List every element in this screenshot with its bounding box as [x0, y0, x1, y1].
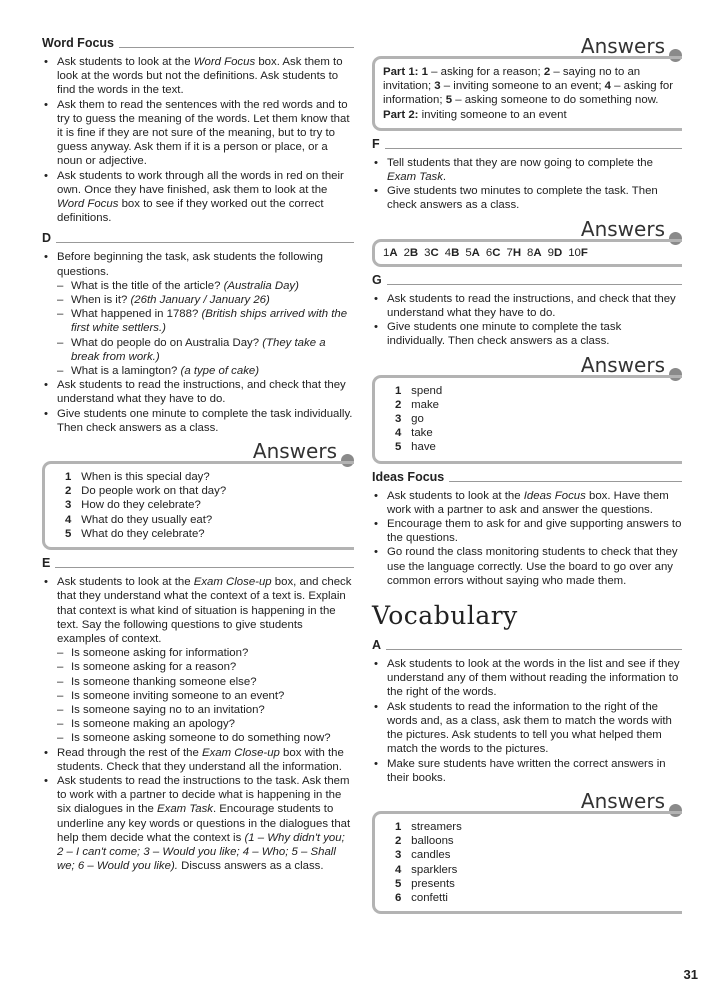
answer-item	[65, 513, 346, 527]
answers-box-e	[372, 34, 682, 131]
list-item: • Ask students to look at the words in the list and see if they understand any of them without reading the information to the right of the words.	[372, 657, 682, 700]
list-item: – Is someone thanking someone else?	[57, 675, 354, 689]
section-g-list	[372, 292, 682, 349]
section-a-heading: A	[372, 638, 682, 652]
list-item: • Ask students to work through all the words in red on their own. Once they have finished, ask them to look at the Word Focus box to see if they worked out the correct definitions.	[42, 169, 354, 226]
answer-number: 8	[527, 246, 534, 259]
vocabulary-title: Vocabulary	[372, 601, 518, 631]
answer-number: 6	[485, 246, 493, 259]
answer-number: 1	[65, 471, 72, 484]
list-item: • Give students one minute to complete the task individually. Then check answers as a class.	[372, 320, 682, 348]
answers-list	[383, 384, 674, 455]
answer-number: 4	[395, 863, 402, 876]
list-item: – When is it? (26th January / January 26)	[57, 293, 354, 307]
answer-text: spend	[408, 384, 443, 397]
answer-text: When is this special day?	[78, 471, 210, 484]
section-d-heading: D	[42, 231, 354, 245]
answer-number: 3	[395, 849, 402, 862]
answer-item	[445, 247, 460, 259]
answers-text: Part 2: inviting someone to an event	[383, 108, 567, 121]
answer-letter: A	[389, 246, 398, 259]
ideas-focus-list	[372, 489, 682, 588]
section-e-list	[42, 575, 354, 873]
answer-item	[568, 247, 588, 259]
answer-number: 7	[506, 246, 513, 259]
answer-text: streamers	[408, 820, 462, 833]
answer-number: 5	[395, 877, 402, 890]
answer-letter: H	[512, 246, 522, 259]
list-item: – What is the title of the article? (Australia Day)	[57, 279, 354, 293]
word-focus-list	[42, 55, 354, 225]
answer-text: have	[408, 441, 436, 454]
answer-text: confetti	[408, 891, 448, 904]
answers-list	[383, 820, 674, 905]
answers-box-f	[372, 217, 682, 267]
list-item: • Read through the rest of the Exam Close-up box with the students. Check that they understand all the information.	[42, 746, 354, 774]
answer-number: 1	[395, 820, 402, 833]
list-item: • Ask students to read the instructions to the task. Ask them to work with a partner to decide what is happening in the six dialogues in the Exam Task. Encourage students to underline any key words or questions in the dialogues that help them decide what the context is (1 – Why didn't you; 2 – I can't come; 3 – Would you like; 4 – Who; 5 – Shall we; 6 – Would you like). Discuss answers as a class.	[42, 774, 354, 873]
list-item: • Give students one minute to complete the task individually. Then check answers as a class.	[42, 407, 354, 435]
answer-item	[395, 891, 674, 905]
list-item: • Before beginning the task, ask students the following questions. – What is the title of the article? (Australia Day) – When is it? (26th January / January 26) – What happened in 1788? (British ships arrived with the first white settlers.) – What do people do on Australia Day? (They take a break from work.) – What is a lamington? (a type of cake)	[42, 250, 354, 378]
list-item: – Is someone making an apology?	[57, 717, 354, 731]
answers-title: Answers	[42, 439, 354, 461]
answer-number: 5	[465, 246, 472, 259]
answer-number: 6	[395, 891, 402, 904]
answer-number: 3	[395, 413, 402, 426]
answer-number: 5	[65, 527, 72, 540]
answer-letter: B	[451, 246, 460, 259]
answer-text: Do people work on that day?	[78, 485, 227, 498]
answer-item	[548, 247, 563, 259]
answer-text: What do they usually eat?	[78, 513, 213, 526]
section-e-heading: E	[42, 556, 354, 570]
answers-box-g	[372, 353, 682, 464]
answer-item	[395, 384, 674, 398]
section-f-heading: F	[372, 137, 682, 151]
answer-text: make	[408, 398, 440, 411]
list-item: – Is someone asking someone to do something now?	[57, 731, 354, 745]
answer-text: presents	[408, 877, 455, 890]
list-item: – Is someone inviting someone to an event?	[57, 689, 354, 703]
word-focus-heading: Word Focus	[42, 36, 354, 50]
answer-text: What do they celebrate?	[78, 527, 205, 540]
answer-text: take	[408, 427, 433, 440]
answer-number: 3	[424, 246, 431, 259]
answers-title: Answers	[372, 34, 682, 56]
answer-letter: A	[533, 246, 542, 259]
answer-number: 2	[403, 246, 410, 259]
list-item: • Encourage them to ask for and give supporting answers to the questions.	[372, 517, 682, 545]
answer-number: 2	[65, 485, 72, 498]
answer-number: 4	[444, 246, 452, 259]
answer-item	[527, 247, 542, 259]
section-f-list	[372, 156, 682, 213]
answer-text: go	[408, 413, 424, 426]
question-list	[57, 646, 354, 745]
section-g-heading: G	[372, 273, 682, 287]
answers-text: Part 1: 1 – asking for a reason; 2 – saying no to an invitation; 3 – inviting someone to an event; 4 – asking for information; 5 – asking someone to do something now.	[383, 66, 674, 107]
answer-item	[395, 863, 674, 877]
answer-number: 4	[395, 427, 402, 440]
answer-item	[65, 484, 346, 498]
answer-text: sparklers	[408, 863, 458, 876]
answer-item	[465, 247, 480, 259]
answer-item	[424, 247, 439, 259]
answer-letter: A	[471, 246, 480, 259]
answer-item	[395, 834, 674, 848]
answer-number: 1	[383, 246, 390, 259]
answer-item	[506, 247, 521, 259]
answers-box-vocab	[372, 789, 682, 914]
list-item: • Ask students to look at the Ideas Focus box. Have them work with a partner to ask and answer the questions.	[372, 489, 682, 517]
answers-title: Answers	[372, 789, 682, 811]
answers-title: Answers	[372, 353, 682, 375]
right-column	[372, 34, 682, 914]
list-item: • Ask students to read the instructions, and check that they understand what they have to do.	[42, 378, 354, 406]
list-item: – What happened in 1788? (British ships arrived with the first white settlers.)	[57, 307, 354, 335]
answer-text: balloons	[408, 835, 454, 848]
answer-letter: C	[492, 246, 501, 259]
answer-text: How do they celebrate?	[78, 499, 201, 512]
answer-number: 4	[65, 513, 72, 526]
answer-item	[395, 398, 674, 412]
answer-item	[404, 247, 419, 259]
answer-item	[395, 440, 674, 454]
list-item: – What is a lamington? (a type of cake)	[57, 364, 354, 378]
answer-letter: D	[553, 246, 563, 259]
answer-item	[395, 848, 674, 862]
answers-inline	[383, 246, 674, 260]
list-item: – Is someone saying no to an invitation?	[57, 703, 354, 717]
answer-number: 2	[395, 835, 402, 848]
list-item: • Ask students to look at the Exam Close-up box, and check that they understand what the context of a text is. Explain that context is what kind of situation is happening in the text. Say the following questions to give students examples of context. – Is someone asking for information? – Is someone asking for a reason? – Is someone thanking someone else? – Is someone inviting someone to an event? – Is someone saying no to an invitation? – Is someone making an apology? – Is someone asking someone to do something now?	[42, 575, 354, 745]
list-item: – What do people do on Australia Day? (They take a break from work.)	[57, 336, 354, 364]
list-item: • Tell students that they are now going to complete the Exam Task.	[372, 156, 682, 184]
list-item: – Is someone asking for a reason?	[57, 660, 354, 674]
vocabulary-a-list	[372, 657, 682, 785]
list-item: • Go round the class monitoring students to check that they use the language correctly. Use the board to go over any common errors without saying who made them.	[372, 545, 682, 588]
answer-item	[395, 820, 674, 834]
answer-number: 2	[395, 398, 402, 411]
answer-number: 9	[547, 246, 554, 259]
answer-number: 3	[65, 499, 72, 512]
list-item: • Ask students to read the information to the right of the words and, as a class, ask them to match the words with the pictures. Ask students to tell you what helped them match the words to the pictures.	[372, 700, 682, 757]
answer-number: 10	[568, 246, 581, 259]
answer-item	[65, 527, 346, 541]
list-item: • Ask students to look at the Word Focus box. Ask them to look at the words but not the definitions. Ask students to find the words in the text.	[42, 55, 354, 98]
list-item: • Make sure students have written the correct answers in their books.	[372, 757, 682, 785]
answer-letter: F	[580, 246, 588, 259]
answer-number: 1	[395, 384, 402, 397]
section-d-list	[42, 250, 354, 435]
answers-list	[53, 470, 346, 541]
question-list	[57, 279, 354, 378]
answer-number: 5	[395, 441, 402, 454]
answer-item	[65, 470, 346, 484]
list-item: • Give students two minutes to complete the task. Then check answers as a class.	[372, 184, 682, 212]
list-item: – Is someone asking for information?	[57, 646, 354, 660]
answer-text: candles	[408, 849, 451, 862]
list-item: • Ask students to read the instructions, and check that they understand what they have to do.	[372, 292, 682, 320]
answer-item	[65, 498, 346, 512]
list-item: • Ask them to read the sentences with the red words and to try to guess the meaning of the words. Let them know that it is fine if they are not sure of the meaning, but to try to guess anyway. Ask them if it is a person or place, or a noun or adjective.	[42, 98, 354, 169]
answer-item	[395, 426, 674, 440]
answer-letter: C	[430, 246, 439, 259]
answers-box-d	[42, 439, 354, 550]
left-column	[42, 36, 354, 873]
answers-title: Answers	[372, 217, 682, 239]
answer-item	[383, 247, 398, 259]
ideas-focus-heading: Ideas Focus	[372, 470, 682, 484]
answer-letter: B	[409, 246, 419, 259]
answer-item	[486, 247, 501, 259]
answer-item	[395, 412, 674, 426]
answer-item	[395, 877, 674, 891]
page-number: 31	[683, 967, 698, 982]
